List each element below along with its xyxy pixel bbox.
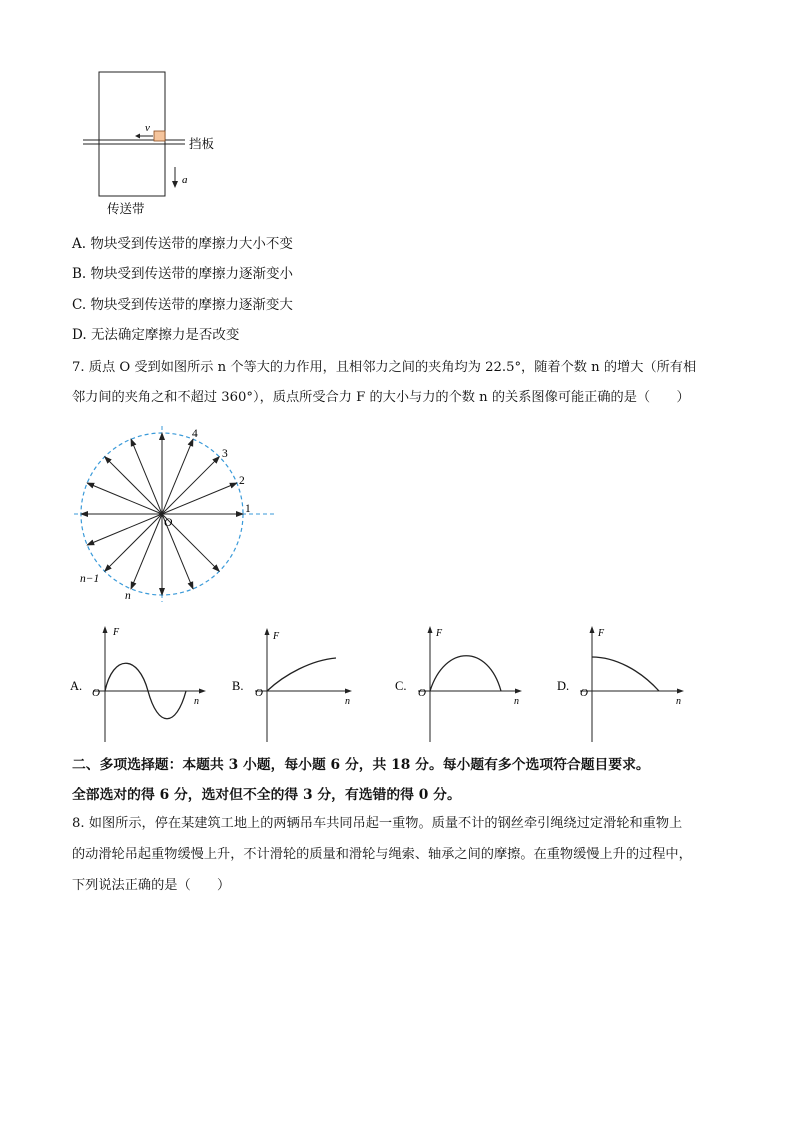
graph-d-y-arrow	[590, 626, 595, 633]
graph-c-option-label: C.	[395, 679, 407, 693]
force-arrow-11	[105, 514, 162, 571]
graph-d-x-arrow	[677, 689, 684, 694]
acceleration-arrowhead	[172, 181, 178, 188]
q6-option-d	[72, 325, 239, 345]
block	[154, 131, 165, 141]
graph-a-y-label: F	[113, 627, 120, 638]
graph-b-option-label: B.	[232, 679, 244, 693]
graph-c-y-label: F	[436, 628, 443, 639]
forces-figure	[70, 422, 285, 607]
section-2-line-1: 二、多项选择题：本题共 3 小题，每小题 6 分，共 18 分。每小题有多个选项符合题目要求。	[72, 757, 650, 773]
graph-a	[68, 622, 218, 747]
force-label-n: n	[125, 590, 131, 602]
graph-b	[230, 622, 370, 747]
graph-c-curve	[430, 656, 501, 691]
graph-b-curve	[267, 658, 336, 691]
graph-a-option-label: A.	[70, 679, 83, 693]
graph-b-origin-label: O	[255, 687, 263, 699]
graph-a-x-label: n	[194, 696, 199, 707]
q7-line-2: 邻力间的夹角之和不超过 360°），质点所受合力 F 的大小与力的个数 n 的关系图像可能正确的是（ ）	[72, 390, 690, 405]
force-vectors	[81, 433, 243, 595]
velocity-arrowhead	[135, 134, 140, 139]
q6-option-c-label: C.	[72, 297, 87, 313]
baffle-label: 挡板	[189, 137, 215, 151]
q8-line-2: 的动滑轮吊起重物缓慢上升，不计滑轮的质量和滑轮与绳索、轴承之间的摩擦。在重物缓慢上升的过程中，	[72, 847, 692, 862]
force-label-4: 4	[192, 428, 198, 440]
q6-option-a-label: A.	[72, 236, 87, 252]
q6-option-b-label: B.	[72, 266, 87, 282]
force-label-2: 2	[239, 475, 245, 487]
origin-label: O	[164, 517, 173, 529]
graph-b-x-arrow	[345, 689, 352, 694]
q6-option-c-text: 物块受到传送带的摩擦力逐渐变大	[90, 297, 293, 313]
graph-b-y-label: F	[273, 631, 280, 642]
force-label-3: 3	[222, 448, 228, 460]
section-2-line-2: 全部选对的得 6 分，选对但不全的得 3 分，有选错的得 0 分。	[72, 787, 461, 803]
graph-a-y-arrow	[103, 626, 108, 633]
q6-option-d-text: 无法确定摩擦力是否改变	[90, 327, 240, 343]
q6-option-c	[72, 295, 293, 315]
force-arrow-7	[105, 457, 162, 514]
q6-option-d-label: D.	[72, 327, 87, 343]
force-label-1: 1	[245, 503, 251, 515]
force-arrow-3	[162, 457, 219, 514]
q6-option-b-text: 物块受到传送带的摩擦力逐渐变小	[90, 266, 294, 282]
q8-line-1: 8. 如图所示，停在某建筑工地上的两辆吊车共同吊起一重物。质量不计的钢丝牵引绳绕过定滑轮和重物上	[72, 816, 683, 831]
graph-c-x-arrow	[515, 689, 522, 694]
graph-d-curve	[592, 657, 659, 691]
v-label: v	[145, 122, 150, 134]
q8-line-3: 下列说法正确的是（ ）	[72, 878, 231, 893]
conveyor-belt-figure	[75, 65, 255, 225]
graph-a-x-arrow	[199, 689, 206, 694]
graph-c-x-label: n	[514, 696, 519, 707]
q6-option-a-text: 物块受到传送带的摩擦力大小不变	[90, 236, 293, 252]
graph-d-x-label: n	[676, 696, 681, 707]
q6-option-b	[72, 264, 293, 284]
graph-c-origin-label: O	[418, 687, 426, 699]
graph-d-y-label: F	[598, 628, 605, 639]
graph-c-y-arrow	[428, 626, 433, 633]
q6-option-a	[72, 234, 293, 254]
force-label-n-minus-1: n−1	[80, 573, 100, 585]
graph-c	[393, 622, 533, 747]
graph-a-origin-label: O	[92, 687, 100, 699]
graph-d	[555, 622, 695, 747]
graph-b-x-label: n	[345, 696, 350, 707]
graph-d-origin-label: O	[580, 687, 588, 699]
belt-label: 传送带	[107, 202, 145, 216]
q7-line-1: 7. 质点 O 受到如图所示 n 个等大的力作用，且相邻力之间的夹角均为 22.5°，随着个数 n 的增大（所有相	[72, 360, 697, 375]
graph-b-y-arrow	[265, 628, 270, 635]
graph-d-option-label: D.	[557, 679, 570, 693]
a-label: a	[182, 174, 188, 186]
